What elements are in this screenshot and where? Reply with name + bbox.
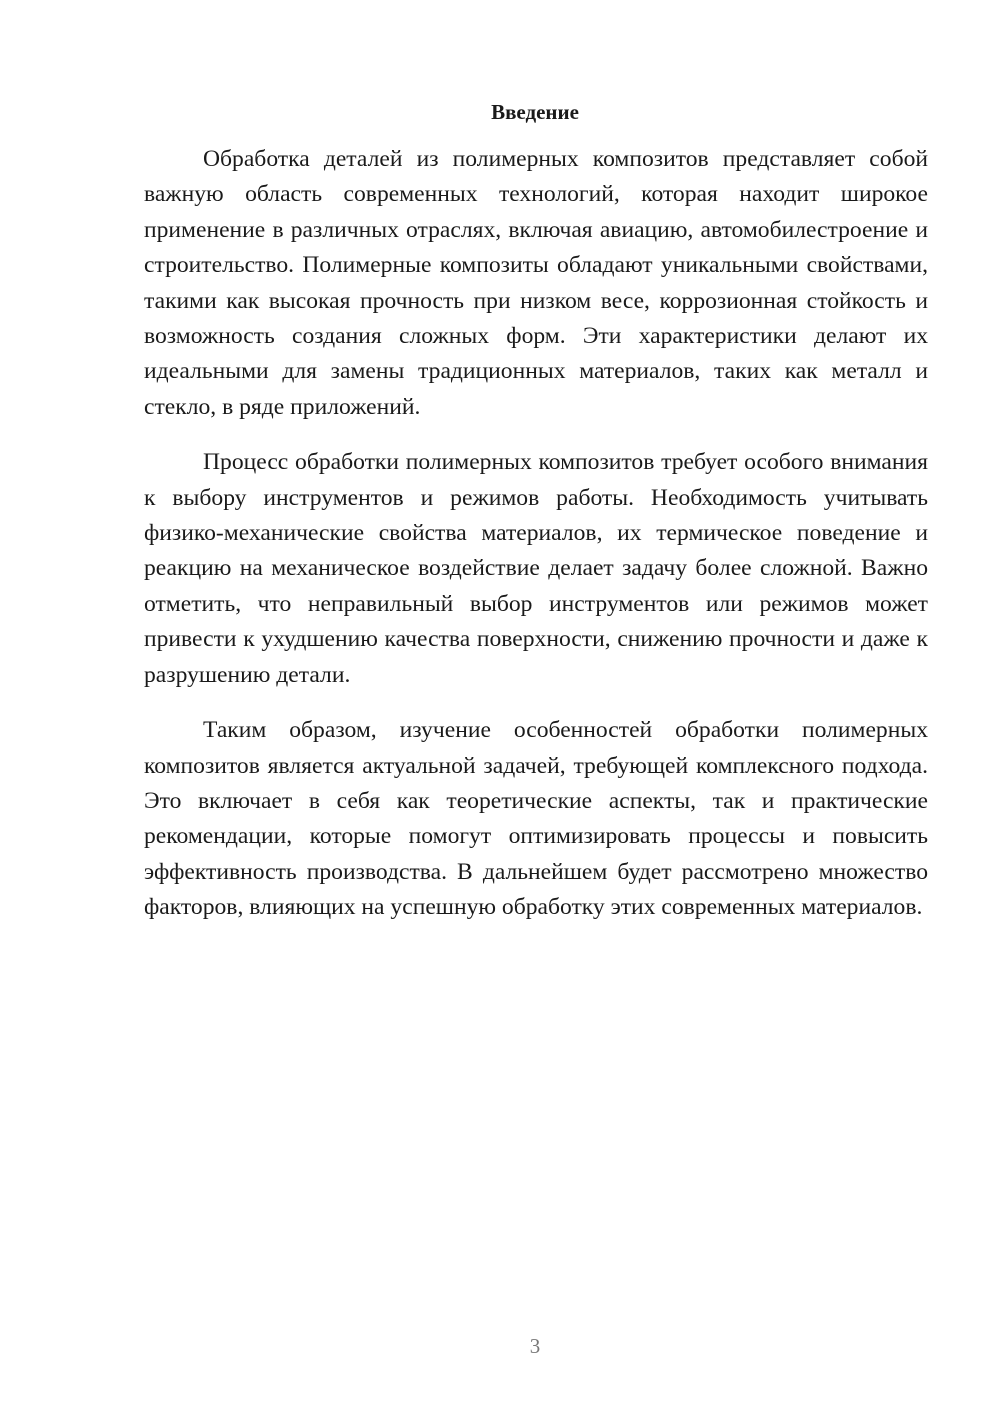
body-text xyxy=(144,142,928,946)
section-heading: Введение xyxy=(491,100,579,124)
page-number: 3 xyxy=(529,1334,541,1358)
paragraph-3: Таким образом, изучение особенностей обработки полимерных композитов является актуальной задачей, требующей комплексного подхода. Это включает в себя как теоретические аспекты, так и практические рекомендации, которые помогут оптимизировать процессы и повысить эффективность производства. В дальнейшем будет рассмотрено множество факторов, влияющих на успешную обработку этих современных материалов. xyxy=(144,717,928,921)
paragraph-1: Обработка деталей из полимерных композитов представляет собой важную область современных технологий, которая находит широкое применение в различных отраслях, включая авиацию, автомобилестроение и строительство. Полимерные композиты обладают уникальными свойствами, такими как высокая прочность при низком весе, коррозионная стойкость и возможность создания сложных форм. Эти характеристики делают их идеальными для замены традиционных материалов, таких как металл и стекло, в ряде приложений. xyxy=(144,146,928,420)
paragraph-2: Процесс обработки полимерных композитов требует особого внимания к выбору инструментов и режимов работы. Необходимость учитывать физико-механические свойства материалов, их термическое поведение и реакцию на механическое воздействие делает задачу более сложной. Важно отметить, что неправильный выбор инструментов или режимов может привести к ухудшению качества поверхности, снижению прочности и даже к разрушению детали. xyxy=(144,449,928,688)
